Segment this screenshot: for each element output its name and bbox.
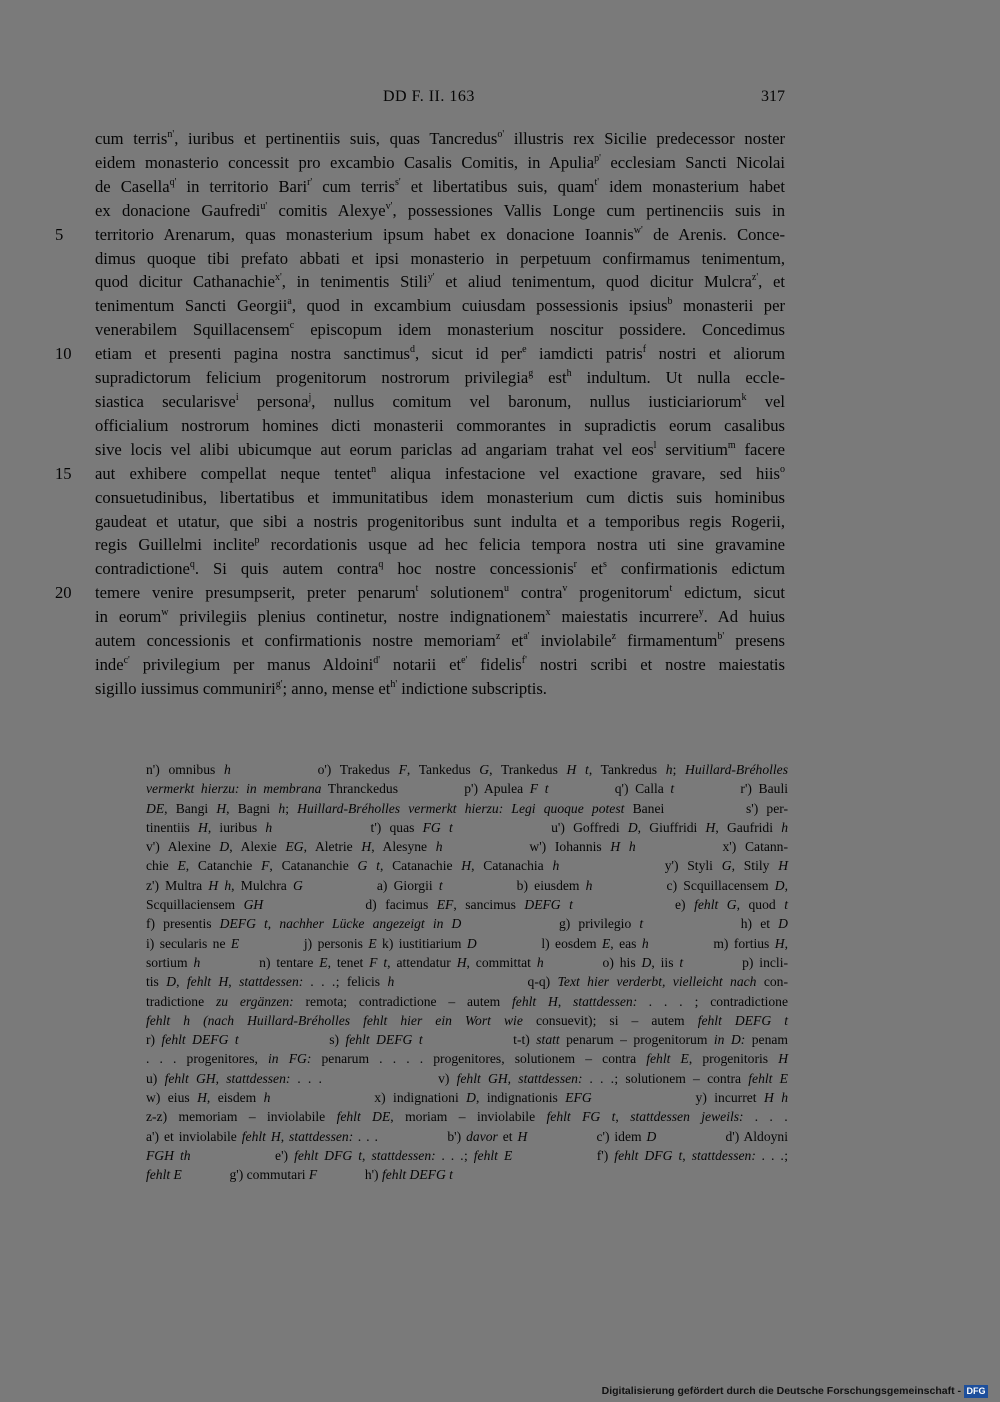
text-line	[95, 677, 785, 701]
footnote-line: sortium h n) tentare E, tenet F t, attendatur H, committat h o) his D, iis t p) incli-	[146, 954, 788, 970]
funding-notice: Digitalisierung gefördert durch die Deutsche Forschungsgemeinschaft -	[601, 1385, 961, 1397]
text-line	[95, 175, 785, 199]
page-footer	[602, 1384, 988, 1398]
footnote-line: DE, Bangi H, Bagni h; Huillard-Bréholles vermerkt hierzu: Legi quoque potest Banei s') per-	[146, 800, 789, 816]
footnote-line: v') Alexine D, Alexie EG, Aletrie H, Alesyne h w') Iohannis H h x') Catann-	[146, 839, 789, 855]
text-line	[95, 390, 785, 414]
text-line	[55, 223, 785, 247]
line-text: temere venire presumpserit, preter penarum$^t$ solutionem$^u$ contra$^v$ progenitorum$^t$ edictum, sicut	[95, 583, 785, 603]
line-number: 15	[55, 463, 72, 483]
text-line	[55, 462, 785, 486]
text-line	[95, 486, 785, 510]
footnote-line: tis D, fehlt H, stattdessen: . . .; felicis h q-q) Text hier verderbt, vielleicht nach con-	[146, 974, 789, 990]
text-line	[95, 414, 785, 438]
line-text: sigillo iussimus communiri$^{g'}$; anno, mense $et^{h'}$ indictione subscriptis.	[95, 678, 547, 698]
line-text: autem concessionis et confirmationis nostre memoriam$^z$ $et^{a'}$ inviolabile$^z$ firmamentum$^{b'}$ presens	[95, 631, 786, 651]
footnotes-apparatus	[146, 760, 788, 1185]
line-text: regis Guillelmi inclite$^p$ recordationis usque ad hec felicia tempora nostra uti sine gravamine	[95, 535, 785, 555]
footnote-line: z-z) memoriam – inviolabile fehlt DE, moriam – inviolabile fehlt FG t, stattdessen jeweils: . . .	[146, 1109, 788, 1125]
line-number: 5	[55, 224, 64, 244]
footnote-line: FGH th e') fehlt DFG t, stattdessen: . . .; fehlt E f') fehlt DFG t, stattdessen: . . .;	[146, 1147, 788, 1163]
text-line	[95, 318, 785, 342]
footnote-line: n') omnibus h o') Trakedus F, Tankedus G, Trankedus H t, Tankredus h; Huillard-Bréholles	[146, 762, 788, 777]
footnote-line: tradictione zu ergänzen: remota; contradictione – autem fehlt H, stattdessen: . . . ; contradictione	[146, 993, 789, 1009]
text-line	[95, 605, 785, 629]
footnote-line: fehlt E g') commutari F h') fehlt DEFG t	[146, 1167, 453, 1183]
text-line	[95, 294, 785, 318]
text-line	[95, 270, 785, 294]
footnote-line: fehlt h (nach Huillard-Bréholles fehlt hier ein Wort wie consuevit); si – autem fehlt DEFG t	[146, 1012, 788, 1028]
line-text: venerabilem Squillacensem$^c$ episcopum idem monasterium noscitur possidere. Concedimus	[95, 320, 786, 340]
line-text: quod dicitur Cathanachie$^{x'}$, in tenimentis Stili$^{y'}$ et aliud tenimentum, quod dicitur Mulcra$^{z'}$, et	[95, 272, 785, 292]
line-text: gaudeat et utatur, que sibi a nostris progenitoribus sunt indulta et a temporibus regis Rogerii,	[95, 511, 785, 531]
dfg-logo: DFG	[964, 1385, 988, 1398]
line-text: in eorum$^w$ privilegiis plenius continetur, nostre indignationem$^x$ maiestatis incurrere$^y$. Ad huius	[95, 607, 785, 627]
text-line	[95, 510, 785, 534]
line-text: sive locis vel alibi ubicumque aut eorum pariclas ad angariam trahat vel eos$^l$ servitium$^m$ facere	[95, 439, 785, 459]
footnote-line: w) eius H, eisdem h x) indignationi D, indignationis EFG y) incurret H h	[146, 1090, 789, 1106]
footnote-line: Scquillaciensem GH d) facimus EF, sancimus DEFG t e) fehlt G, quod t	[146, 897, 788, 913]
main-text-body	[55, 127, 786, 701]
text-line	[95, 533, 785, 557]
line-number: 20	[55, 583, 72, 603]
footnote-line: z') Multra H h, Mulchra G a) Giorgii t b) eiusdem h c) Scquillacensem D,	[146, 877, 788, 893]
text-line	[95, 247, 785, 271]
footnote-line: vermerkt hierzu: in membrana Thranckedus p') Apulea F t q') Calla t r') Bauli	[146, 781, 789, 797]
line-text: ex donacione Gaufredi$^{u'}$ comitis Alexye$^{v'}$, possessiones Vallis Longe cum pertinenciis suis in	[95, 200, 785, 220]
line-number: 10	[55, 344, 72, 364]
line-text: de Casella$^{q'}$ in territorio Bari$^{r'}$ cum terris$^{s'}$ et libertatibus suis, quam$^{t'}$ idem monasterium habet	[95, 176, 786, 196]
page-header	[95, 88, 785, 110]
line-text: officialium nostrorum homines dicti monasterii commorantes in supradictis eorum casalibus	[95, 415, 785, 435]
footnote-line: . . . progenitores, in FG: penarum . . . . progenitores, solutionem – contra fehlt E, progenitoris H	[146, 1051, 789, 1067]
line-text: contradictione$^q$. Si quis autem contra$^q$ hoc nostre concessionis$^r$ $et^s$ confirmationis edictum	[95, 559, 785, 579]
line-text: supradictorum felicium progenitorum nostrorum privilegia$^g$ est$^h$ indultum. Ut nulla eccle-	[95, 368, 785, 388]
footnote-line: chie E, Catanchie F, Catananchie G t, Catanachie H, Catanachia h y') Styli G, Stily H	[146, 858, 789, 874]
line-text: dimus quoque tibi prefato abbati et ipsi monasterio in perpetuum confirmamus tenimentum,	[95, 248, 785, 268]
line-text: siastica secularisve$^i$ persona$^j$, nullus comitum vel baronum, nullus iusticiariorum$^k$ vel	[95, 391, 786, 411]
text-line	[95, 629, 785, 653]
text-line	[95, 438, 785, 462]
text-line	[55, 342, 785, 366]
line-text: tenimentum Sancti Georgii$^a$, quod in excambium cuiusdam possessionis ipsius$^b$ monasterii per	[95, 296, 785, 316]
text-line	[95, 199, 785, 223]
document-reference: DD F. II. 163	[383, 88, 475, 105]
text-line	[95, 653, 785, 677]
footnote-line: a') et inviolabile fehlt H, stattdessen: . . . b') davor et H c') idem D d') Aldoyni	[146, 1128, 789, 1144]
line-text: etiam et presenti pagina nostra sanctimus$^d$, sicut id per$^e$ iamdicti patris$^f$ nostri et aliorum	[95, 344, 785, 364]
line-text: cum terris$^{n'}$, iuribus et pertinentiis suis, quas Tancredus$^{o'}$ illustris rex Sicilie predecessor noster	[95, 129, 785, 148]
line-text: inde$^{c'}$ privilegium per manus Aldoini$^{d'}$ notarii $et^{e'}$ fidelis$^{f'}$ nostri scribi et nostre maiestatis	[95, 654, 786, 674]
line-text: territorio Arenarum, quas monasterium ipsum habet ex donacione Ioannis$^{w'}$ de Arenis. Conce-	[95, 224, 785, 244]
text-line	[95, 366, 785, 390]
text-line	[95, 151, 785, 175]
line-text: consuetudinibus, libertatibus et immunitatibus idem monasterium cum dictis suis hominibus	[95, 487, 785, 507]
footnote-line: f) presentis DEFG t, nachher Lücke angezeigt in D g) privilegio t h) et D	[146, 916, 788, 932]
footnote-line: r) fehlt DEFG t s) fehlt DEFG t t-t) statt penarum – progenitorum in D: penam	[146, 1032, 788, 1048]
text-line	[55, 581, 785, 605]
line-text: aut exhibere compellat neque tentet$^n$ aliqua infestacione vel exactione gravare, sed hiis$^o$	[95, 463, 785, 483]
text-line	[95, 557, 785, 581]
footnote-line: i) secularis ne E j) personis E k) iustitiarium D l) eosdem E, eas h m) fortius H,	[146, 935, 788, 951]
line-text: eidem monasterio concessit pro excambio Casalis Comitis, in Apulia$^{p'}$ ecclesiam Sancti Nicolai	[95, 152, 785, 172]
footnote-line: u) fehlt GH, stattdessen: . . . v) fehlt GH, stattdessen: . . .; solutionem – contra fehlt E	[146, 1070, 788, 1086]
text-line	[95, 127, 785, 151]
footnote-line: tinentiis H, iuribus h t') quas FG t u') Goffredi D, Giuffridi H, Gaufridi h	[146, 819, 789, 835]
page-number: 317	[761, 88, 785, 105]
